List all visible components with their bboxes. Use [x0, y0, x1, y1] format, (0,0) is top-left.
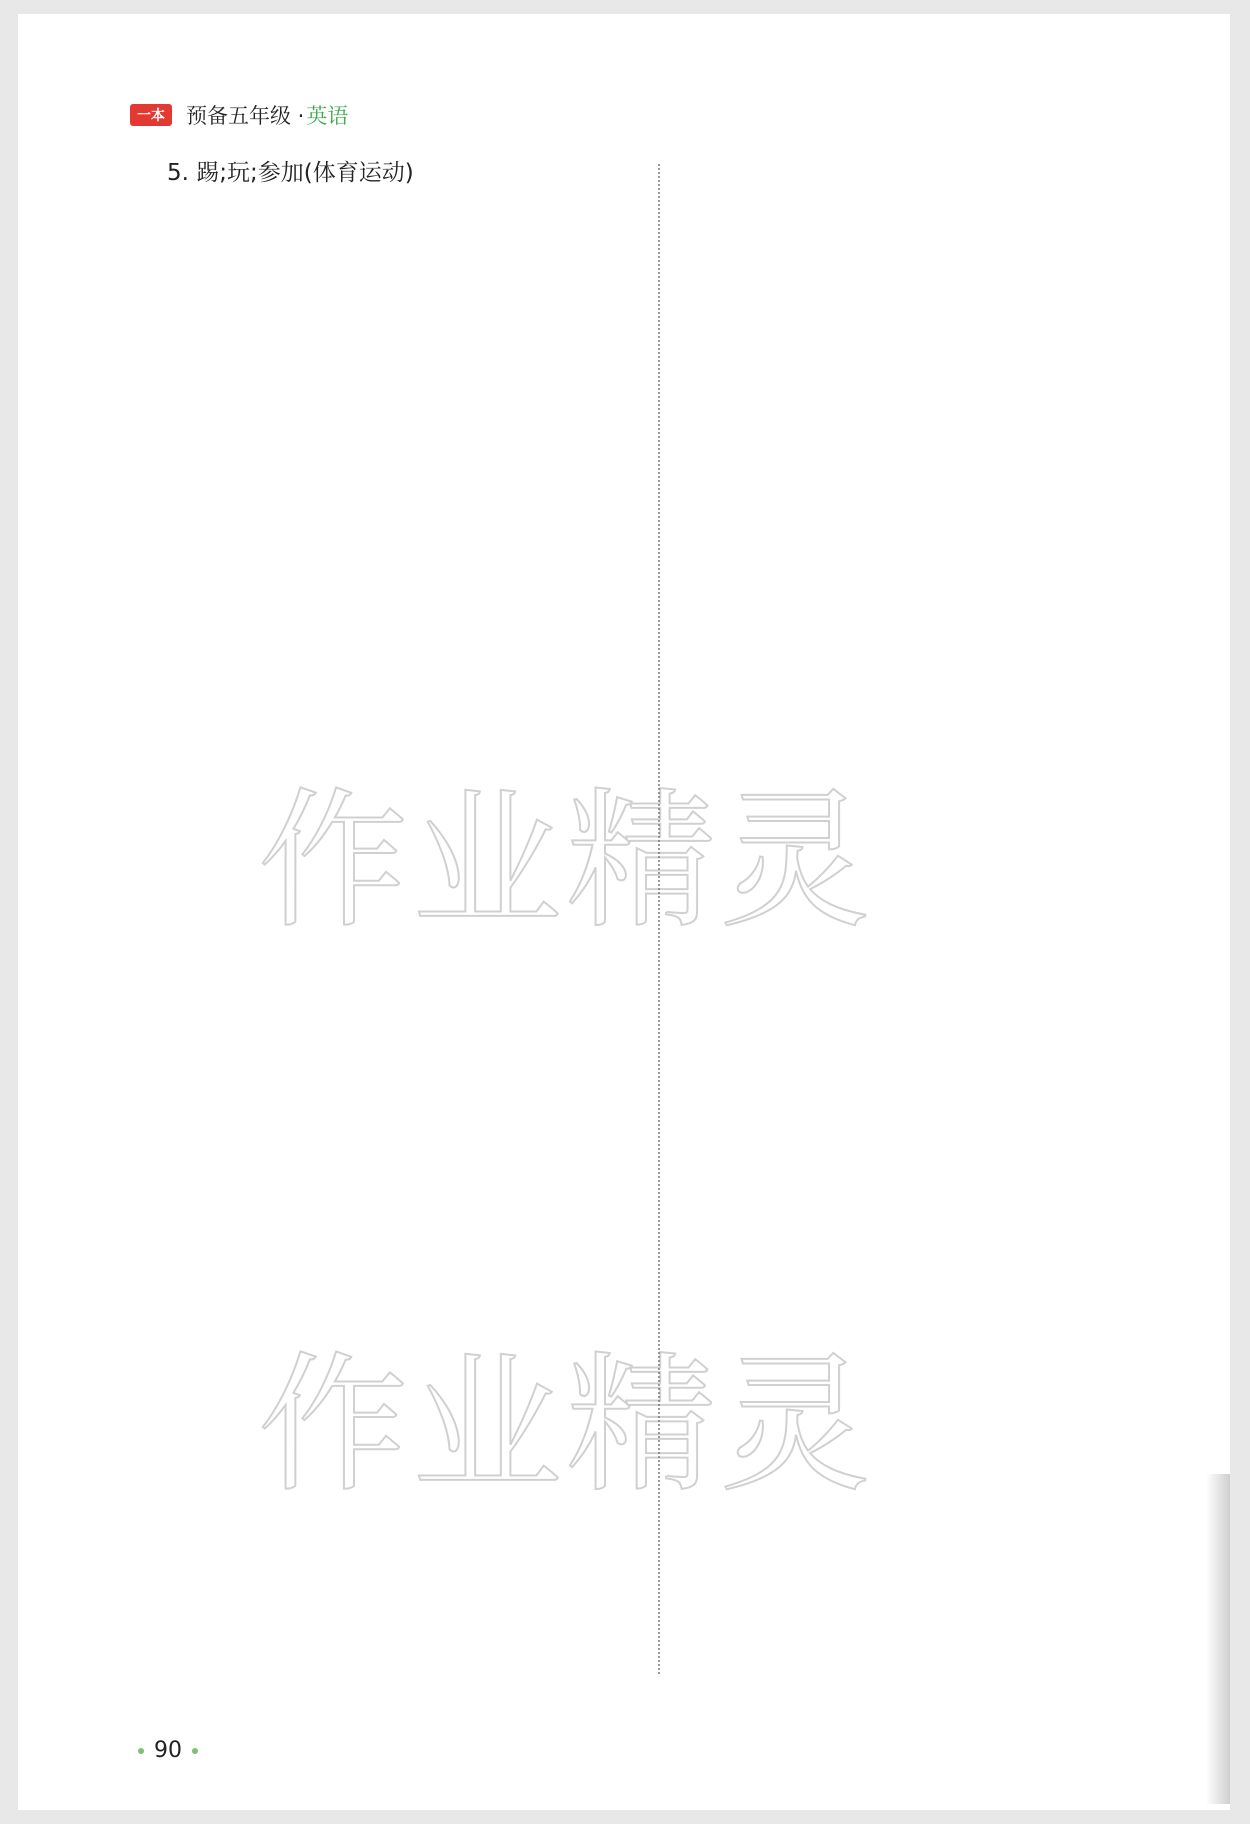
page	[18, 14, 1230, 1810]
left-column	[130, 154, 640, 193]
page-number: 90	[128, 1738, 208, 1763]
brand-logo: 一本	[130, 104, 172, 126]
book-title: 预备五年级 ·	[186, 104, 305, 128]
dot-icon	[192, 1748, 198, 1754]
page-curl	[1206, 1474, 1230, 1804]
subject-label: 英语	[306, 104, 349, 128]
watermark: 作业精灵	[258, 1339, 875, 1513]
header	[130, 98, 348, 132]
watermark: 作业精灵	[258, 775, 875, 949]
answer-line: 5. 踢;玩;参加(体育运动)	[167, 160, 414, 186]
dot-icon	[138, 1748, 144, 1754]
column-divider	[658, 164, 660, 1674]
